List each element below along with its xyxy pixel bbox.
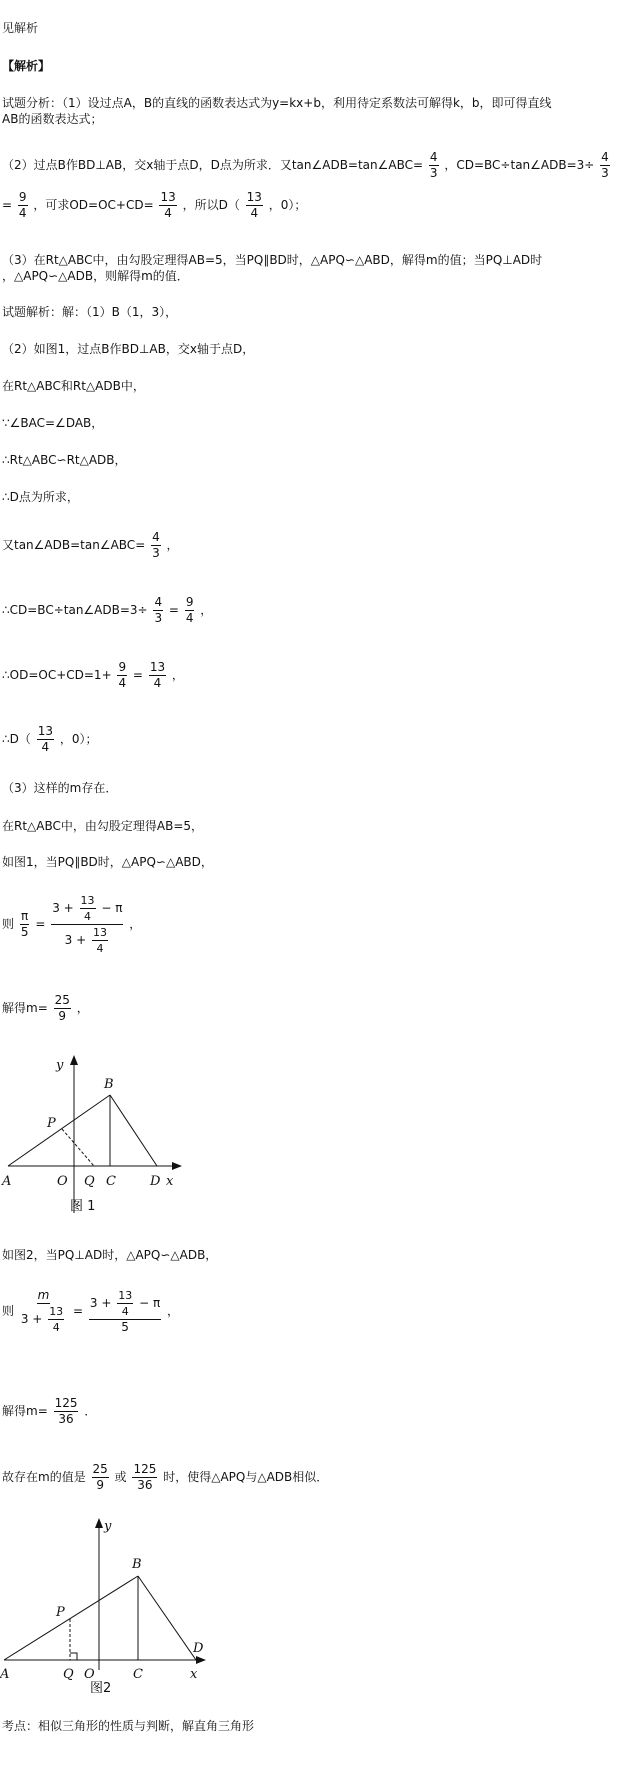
text: （2）过点B作BD⊥AB，交x轴于点D，D点为所求．又tan∠ADB=tan∠ABC=	[2, 158, 424, 172]
figure-1	[0, 1045, 190, 1225]
numerator: 13	[37, 724, 53, 738]
numerator: 9	[185, 595, 194, 609]
text: ，0）；	[268, 198, 307, 212]
denominator: 3	[154, 611, 163, 625]
text: 3 +	[89, 1296, 112, 1310]
solution-line-9	[2, 660, 184, 691]
text: =	[132, 668, 143, 682]
fraction-125-36	[54, 1396, 79, 1427]
label-o: O	[84, 1667, 95, 1682]
figure-1-caption: 图 1	[70, 1199, 96, 1214]
denominator: 4	[41, 740, 50, 754]
text: ∴OD=OC+CD=1+	[2, 668, 112, 682]
label-c: C	[133, 1667, 143, 1682]
fraction-13-4	[159, 190, 176, 221]
text: 则	[2, 1304, 15, 1318]
fraction-4-3	[600, 150, 610, 181]
fraction-25-9	[54, 993, 71, 1024]
text: 故存在m的值是	[2, 1470, 86, 1484]
fraction-9-4	[18, 190, 28, 221]
solution-line-16: 如图2，当PQ⊥AD时，△APQ∽△ADB，	[2, 1248, 218, 1262]
denominator: 4	[250, 206, 259, 220]
text: 3 +	[20, 1312, 43, 1326]
solution-line-4: ∵∠BAC=∠DAB，	[2, 416, 104, 430]
right-angle-mark	[70, 1653, 77, 1660]
text: 3 +	[64, 933, 87, 947]
text: =	[73, 1304, 84, 1318]
denominator	[64, 925, 111, 956]
text: =	[168, 603, 179, 617]
numerator: 9	[18, 190, 27, 204]
fraction-13-4	[246, 190, 263, 221]
text: 3 +	[52, 901, 74, 915]
solution-line-6: ∴D点为所求，	[2, 490, 79, 504]
equation-1	[2, 893, 141, 956]
label-p: P	[47, 1116, 56, 1131]
label-d: D	[150, 1174, 161, 1189]
denominator: 3	[601, 166, 609, 180]
denominator: 4	[121, 1305, 129, 1318]
numerator: 13	[80, 894, 95, 907]
denominator: 4	[52, 1321, 60, 1334]
denominator: 9	[58, 1009, 67, 1023]
analysis-line-6: ，△APQ∽△ADB，则解得m的值．	[2, 269, 189, 283]
text: ，所以D（	[182, 198, 240, 212]
label-o: O	[57, 1174, 68, 1189]
figure-2	[0, 1508, 215, 1693]
denominator: 4	[164, 206, 172, 220]
answer-note: 见解析	[2, 21, 39, 35]
text: ，	[76, 1001, 89, 1015]
text: ，	[171, 668, 184, 682]
text: ∴CD=BC÷tan∠ADB=3÷	[2, 603, 148, 617]
figure-2-caption: 图2	[90, 1681, 112, 1693]
fraction-125-36	[132, 1462, 157, 1493]
fraction-13-4	[117, 1288, 133, 1319]
fraction-25-9	[92, 1462, 109, 1493]
label-x: x	[190, 1667, 198, 1682]
text: − π	[139, 1296, 161, 1310]
fraction-13-4	[80, 893, 96, 924]
analysis-line-2: AB的函数表达式；	[2, 112, 103, 126]
denominator: 4	[18, 206, 27, 220]
text: ．	[84, 1404, 97, 1418]
solution-line-3: 在Rt△ABC和Rt△ADB中，	[2, 379, 145, 393]
fraction-4-3	[151, 530, 161, 561]
text: 或	[114, 1470, 127, 1484]
denominator: 5	[121, 1320, 129, 1334]
numerator: 13	[93, 926, 107, 939]
denominator: 4	[118, 676, 127, 690]
label-y: y	[56, 1058, 64, 1073]
numerator: 4	[429, 150, 438, 164]
text: ，	[200, 603, 213, 617]
fraction-13-4	[92, 925, 108, 956]
label-b: B	[132, 1557, 142, 1572]
denominator: 4	[153, 676, 162, 690]
label-d: D	[193, 1641, 204, 1656]
fraction-13-4	[48, 1304, 64, 1335]
y-axis-arrow-icon	[70, 1055, 78, 1065]
text: =	[2, 198, 13, 212]
denominator: 36	[137, 1478, 153, 1492]
text: − π	[101, 901, 123, 915]
numerator	[89, 1288, 161, 1320]
text: ，可求OD=OC+CD=	[33, 198, 154, 212]
fraction-9-4	[185, 595, 195, 626]
solution-line-10	[2, 724, 97, 755]
numerator: 13	[118, 1289, 133, 1302]
label-a: A	[0, 1667, 10, 1682]
solution-line-1: 试题解析：解：（1）B（1，3），	[2, 305, 178, 319]
numerator: π	[21, 909, 29, 923]
y-axis-arrow-icon	[95, 1518, 103, 1528]
text: 又tan∠ADB=tan∠ABC=	[2, 538, 146, 552]
knowledge-points: 考点：相似三角形的性质与判断，解直角三角形	[2, 1719, 255, 1733]
fraction-9-4	[117, 660, 127, 691]
analysis-tag: 【解析】	[2, 59, 51, 73]
segment-bd	[110, 1095, 157, 1166]
denominator: 3	[152, 546, 160, 560]
numerator: 4	[154, 595, 163, 609]
segment-bd	[138, 1576, 196, 1660]
denominator: 36	[58, 1412, 74, 1426]
compound-fraction-left	[20, 1288, 67, 1335]
numerator: 9	[118, 660, 127, 674]
text: ∴D（	[2, 732, 31, 746]
fraction-pi-5	[20, 909, 30, 940]
solution-line-7	[2, 530, 179, 561]
label-y: y	[104, 1519, 112, 1534]
numerator: 13	[49, 1305, 64, 1318]
denominator: 4	[84, 910, 92, 923]
fraction-13-4	[149, 660, 166, 691]
label-p: P	[56, 1605, 65, 1620]
x-axis-arrow-icon	[196, 1656, 206, 1664]
analysis-line-5: （3）在Rt△ABC中，由勾股定理得AB=5，当PQ∥BD时，△APQ∽△ABD，解得m的值；当PQ⊥AD时	[2, 253, 543, 267]
numerator: 125	[133, 1462, 157, 1476]
text: 时，使得△APQ与△ADB相似．	[163, 1470, 329, 1484]
numerator: 13	[149, 660, 166, 674]
denominator	[20, 1304, 67, 1335]
text: ，	[166, 538, 179, 552]
denominator: 3	[429, 166, 438, 180]
label-c: C	[106, 1174, 116, 1189]
numerator	[51, 893, 123, 925]
denominator: 4	[185, 611, 194, 625]
solution-line-11: （3）这样的m存在．	[2, 781, 118, 795]
text: 解得m=	[2, 1001, 48, 1015]
solution-line-5: ∴Rt△ABC∽Rt△ADB，	[2, 453, 127, 467]
text: 则	[2, 917, 15, 931]
solution-line-2: （2）如图1，过点B作BD⊥AB，交x轴于点D，	[2, 342, 255, 356]
solution-line-8	[2, 595, 212, 626]
text: 解得m=	[2, 1404, 48, 1418]
x-axis-arrow-icon	[172, 1162, 182, 1170]
text: ，	[129, 917, 142, 931]
analysis-line-3	[2, 150, 612, 181]
solution-line-18	[2, 1396, 96, 1427]
segment-ab	[8, 1095, 110, 1166]
label-x: x	[166, 1174, 174, 1189]
text: =	[35, 917, 46, 931]
fraction-13-4	[37, 724, 54, 755]
segment-ab	[4, 1576, 138, 1660]
denominator: 5	[20, 925, 29, 939]
denominator: 4	[96, 942, 104, 955]
segment-pq-dashed	[62, 1129, 94, 1166]
numerator: 4	[152, 530, 160, 544]
numerator: 13	[246, 190, 262, 204]
denominator: 9	[96, 1478, 104, 1492]
numerator: m	[37, 1288, 50, 1302]
fraction-4-3	[153, 595, 163, 626]
numerator: 25	[92, 1462, 108, 1476]
numerator: 4	[601, 150, 609, 164]
numerator: 25	[54, 993, 70, 1007]
numerator: 13	[160, 190, 176, 204]
solution-line-13: 如图1，当PQ∥BD时，△APQ∽△ABD，	[2, 855, 213, 869]
solution-line-12: 在Rt△ABC中，由勾股定理得AB=5，	[2, 819, 204, 833]
text: ，	[167, 1304, 180, 1318]
numerator: 125	[54, 1396, 78, 1410]
label-b: B	[104, 1077, 114, 1092]
compound-fraction-right	[89, 1288, 161, 1335]
solution-line-15	[2, 993, 89, 1024]
analysis-line-1: 试题分析：（1）设过点A，B的直线的函数表达式为y=kx+b，利用待定系数法可解得k，b，即可得直线	[2, 96, 552, 110]
compound-fraction	[51, 893, 123, 956]
fraction-4-3	[429, 150, 439, 181]
text: ，CD=BC÷tan∠ADB=3÷	[444, 158, 595, 172]
label-q: Q	[63, 1667, 74, 1682]
label-q: Q	[84, 1174, 95, 1189]
text: ，0）；	[59, 732, 98, 746]
label-a: A	[2, 1174, 12, 1189]
solution-line-19	[2, 1462, 328, 1493]
equation-2	[2, 1288, 179, 1335]
analysis-line-4	[2, 190, 306, 221]
